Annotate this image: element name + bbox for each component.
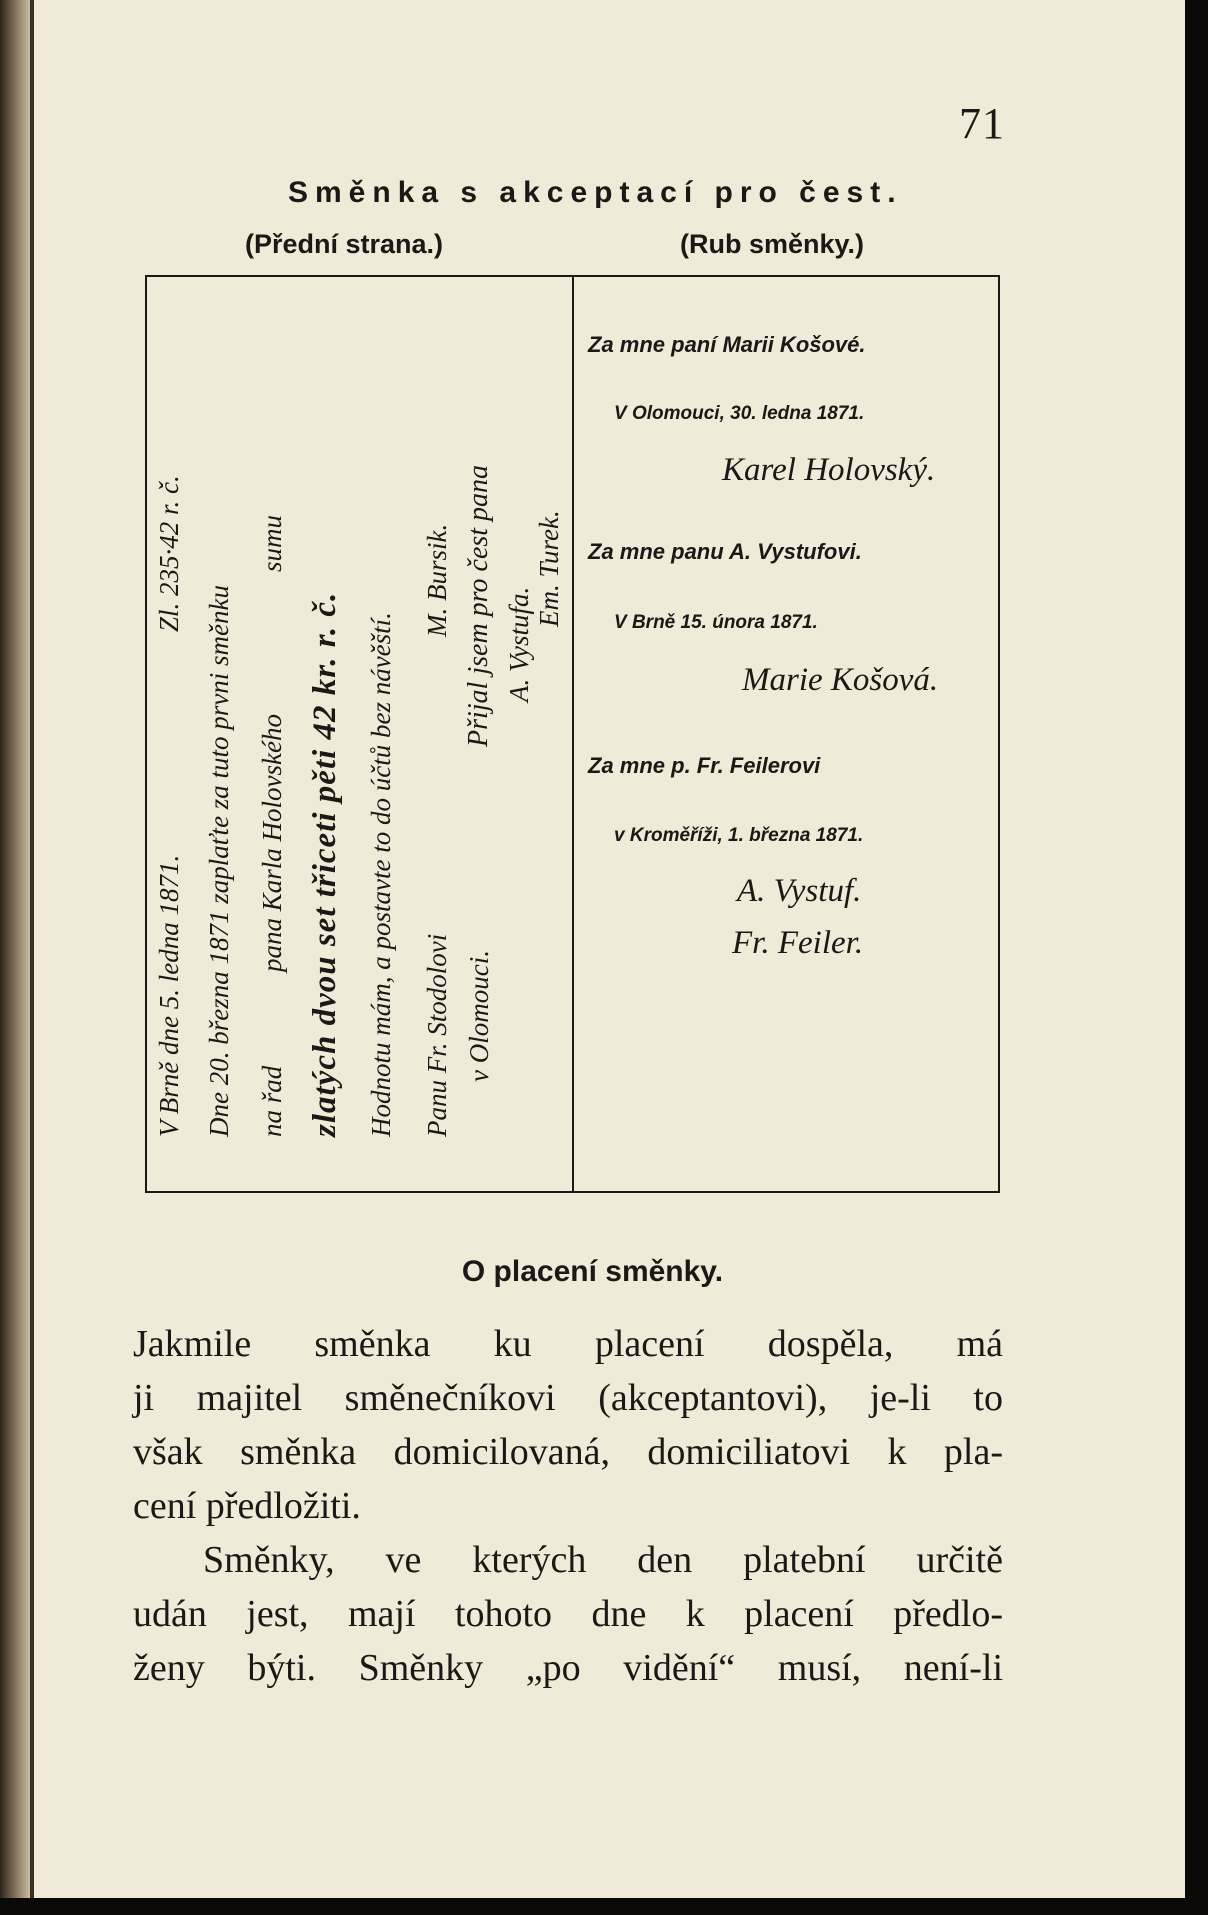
bill-payee-prefix: na řad [257,1065,287,1137]
bill-line-sum-words: zlatých dvou set třiceti pěti 42 kr. r. č. [307,591,343,1137]
bill-back-panel [572,277,998,1191]
endorsement-1-signature: Karel Holovský. [722,452,936,488]
body-line-4: cení předložiti. [133,1485,361,1527]
bill-front-rotated-text [147,277,572,1157]
bill-drawer-signature: M. Bursik. [422,523,452,637]
endorsement-2-place: V Brně 15. února 1871. [614,612,818,633]
bill-drawee: Panu Fr. Stodolovi [422,933,452,1137]
bill-acceptor-second: Em. Turek. [534,510,564,627]
bill-acceptor: A. Vystufa. [504,586,534,702]
body-line-1: Jakmile směnka ku placení dospěla, má [133,1323,1003,1365]
bill-drawee-place: v Olomouci. [464,950,494,1082]
bill-line-drawee-place [457,337,501,1137]
front-side-label: (Přední strana.) [245,229,444,259]
endorsement-3-to: Za mne p. Fr. Feilerovi [588,753,821,778]
bill-of-exchange-table [145,275,1000,1193]
page-number: 71 [959,99,1005,148]
bill-line-date [147,337,191,1137]
body-line-3: však směnka domicilovaná, domiciliatovi k pla- [133,1431,1003,1473]
bill-line-value: Hodnotu mám, a postavte to do účtů bez návěští. [366,612,396,1137]
bill-amount: Zl. 235·42 r. č. [154,475,184,632]
bill-line-order: Dne 20. března 1871 zaplaťte za tuto prvni směnku [204,584,234,1137]
endorsement-3-signature: A. Vystuf. [737,873,862,909]
bill-payee: pana Karla Holovského [257,714,287,972]
bill-line-drawee [415,337,459,1137]
bill-date: V Brně dne 5. ledna 1871. [154,854,184,1137]
page-title: Směnka s akceptací pro čest. [288,176,903,209]
section-heading: O placení směnky. [461,1255,724,1288]
endorsement-3-place: v Kroměříži, 1. března 1871. [614,825,864,846]
body-line-6: udán jest, mají tohoto dne k placení předlo- [133,1593,1003,1635]
bill-payee-suffix: sumu [257,514,287,572]
body-line-5: Směnky, ve kterých den platební určitě [203,1539,1003,1581]
back-side-label: (Rub směnky.) [680,229,865,259]
endorsement-1-place: V Olomouci, 30. ledna 1871. [614,403,865,424]
page-gutter [0,0,30,1898]
endorsement-2-signature: Marie Košová. [742,662,939,698]
bill-line-payee [250,337,294,1137]
body-line-7: ženy býti. Směnky „po vidění“ musí, není-li [133,1647,1003,1689]
bill-front-panel [147,277,574,1191]
endorsement-2-to: Za mne panu A. Vystufovi. [588,539,862,564]
endorsement-1-to: Za mne paní Marii Košové. [588,332,866,357]
bill-line-acceptor2 [527,337,571,1137]
final-signature: Fr. Feiler. [732,925,864,961]
bill-acceptance-note: Přijal jsem pro čest pana [463,464,494,747]
gutter-line [30,0,34,1898]
body-line-2: ji majitel směnečníkovi (akceptantovi), je-li to [133,1377,1003,1419]
